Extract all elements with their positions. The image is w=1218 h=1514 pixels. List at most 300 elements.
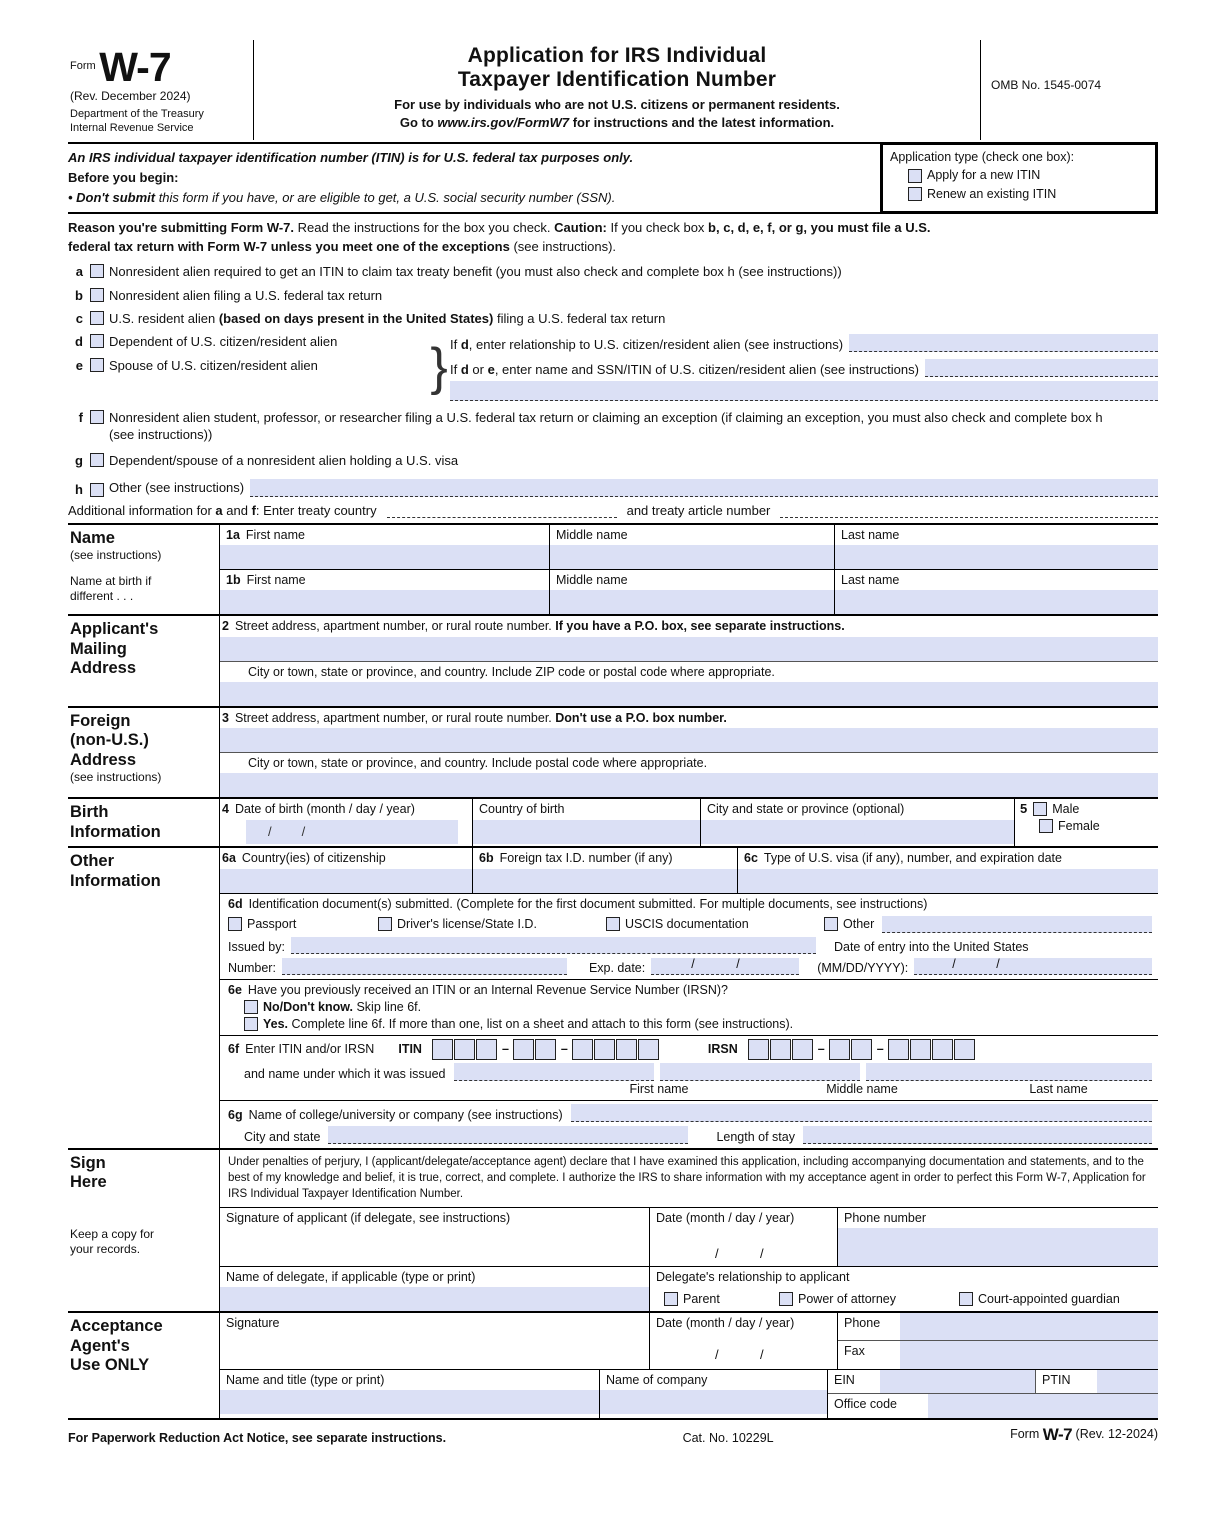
- sign-date-slash-2: /: [760, 1245, 764, 1261]
- input-3-city[interactable]: [220, 773, 1158, 797]
- cell-1a-last: [835, 525, 1158, 569]
- checkbox-drivers-license[interactable]: [378, 917, 392, 931]
- input-exp-date[interactable]: [651, 958, 799, 975]
- checkbox-renew-existing-itin[interactable]: [908, 187, 922, 201]
- agent-label-l1: Acceptance: [70, 1317, 163, 1336]
- label-gender-male: Male: [1052, 801, 1080, 816]
- label-3-city: City or town, state or province, and country. Include postal code where appropriate.: [248, 756, 708, 771]
- label-6c: Type of U.S. visa (if any), number, and expiration date: [763, 851, 1062, 866]
- reason-letter-f: f: [78, 410, 83, 426]
- checkbox-reason-c[interactable]: [90, 311, 104, 325]
- reason-text-b: Nonresident alien filing a U.S. federal tax return: [109, 287, 383, 303]
- ns-b1: d: [460, 362, 469, 378]
- line-6a-number: 6a: [222, 851, 236, 866]
- cell-agent-phone-fax: [838, 1313, 1158, 1369]
- reason-letter-h: h: [75, 481, 83, 497]
- input-1b-middle[interactable]: [550, 590, 834, 614]
- input-doc-number[interactable]: [282, 958, 567, 975]
- label-6d: Identification document(s) submitted. (Complete for the first document submitted. For multiple documents, see instructions): [248, 896, 928, 911]
- input-6f-middle-name[interactable]: [660, 1063, 860, 1081]
- itin-box-1[interactable]: [432, 1039, 453, 1060]
- application-type-box: [880, 142, 1158, 214]
- rel-post: , enter relationship to U.S. citizen/resident alien (see instructions): [468, 337, 844, 353]
- input-agent-ptin[interactable]: [1097, 1370, 1158, 1393]
- section-sign-label: [68, 1150, 220, 1311]
- form-identity-block: [68, 40, 254, 140]
- caution-line2-bold: federal tax return with Form W-7 unless you meet one of the exceptions: [68, 238, 510, 254]
- cell-agent-date: [650, 1313, 838, 1369]
- apply-new-itin-label: Apply for a new ITIN: [927, 168, 1041, 183]
- checkbox-power-attorney[interactable]: [779, 1292, 793, 1306]
- relationship-input[interactable]: [849, 334, 1158, 352]
- label-6g: Name of college/university or company (see instructions): [248, 1107, 563, 1122]
- cell-6b: [473, 848, 738, 892]
- reason-row-b[interactable]: [68, 288, 1158, 305]
- cell-phone-number: [838, 1208, 1158, 1266]
- input-agent-signature[interactable]: [220, 1333, 649, 1367]
- birth-label-l1: Birth: [70, 803, 109, 822]
- dont-submit-bullet: [68, 188, 872, 208]
- label-phone-number: Phone number: [844, 1210, 927, 1225]
- label-4-country: Country of birth: [479, 802, 565, 817]
- form-title-line1: Application for IRS Individual: [467, 44, 767, 67]
- label-agent-signature: Signature: [226, 1316, 280, 1331]
- section-other-information: [68, 848, 1158, 1149]
- name-birth-label-l2: different . . .: [70, 589, 134, 604]
- input-6g-city-state[interactable]: [328, 1126, 688, 1144]
- treaty-country-input[interactable]: [387, 501, 617, 518]
- form-subtitle-line1: For use by individuals who are not U.S. citizens or permanent residents.: [394, 97, 840, 113]
- input-6f-last-name[interactable]: [866, 1063, 1152, 1081]
- form-footer: [68, 1420, 1158, 1445]
- dont-submit-bold: • Don't submit: [68, 189, 156, 205]
- reason-row-g[interactable]: [68, 453, 1158, 470]
- input-3-street[interactable]: [220, 728, 1158, 752]
- ns-pre: If: [450, 362, 461, 378]
- checkbox-reason-g[interactable]: [90, 453, 104, 467]
- sublabel-6f-middle: Middle name: [826, 1081, 898, 1096]
- option-parent[interactable]: [664, 1292, 779, 1306]
- input-agent-phone[interactable]: [900, 1313, 1158, 1340]
- irsn-box-2[interactable]: [770, 1039, 791, 1060]
- checkbox-reason-d[interactable]: [90, 334, 104, 348]
- name-label-title: Name: [70, 528, 115, 547]
- reason-row-c[interactable]: [68, 311, 1158, 328]
- cell-agent-name-title: [220, 1370, 600, 1418]
- row-6e: [220, 979, 1158, 1035]
- name-ssn-input-1[interactable]: [925, 359, 1158, 377]
- reason-c-post: filing a U.S. federal tax return: [493, 311, 666, 327]
- checkbox-reason-e[interactable]: [90, 358, 104, 372]
- exp-slash-2: /: [736, 956, 740, 971]
- cell-agent-ein-ptin: [828, 1370, 1158, 1418]
- label-delegate-name: Name of delegate, if applicable (type or print): [226, 1269, 476, 1284]
- cell-signature-applicant: [220, 1208, 650, 1266]
- form-subtitle-line2: [260, 114, 974, 132]
- checkbox-parent[interactable]: [664, 1292, 678, 1306]
- checkbox-gender-female[interactable]: [1039, 819, 1053, 833]
- input-agent-company[interactable]: [600, 1390, 827, 1414]
- cell-1b-middle: [550, 570, 835, 614]
- keep-copy-l1: Keep a copy for: [70, 1226, 155, 1241]
- paperwork-notice: For Paperwork Reduction Act Notice, see separate instructions.: [68, 1431, 447, 1446]
- irsn-box-1[interactable]: [748, 1039, 769, 1060]
- line-3-number: 3: [222, 710, 229, 725]
- label-irsn: IRSN: [707, 1042, 738, 1057]
- label-2-city: City or town, state or province, and country. Include ZIP code or postal code where appropriate.: [248, 664, 775, 679]
- label-6g-length-stay: Length of stay: [716, 1129, 795, 1144]
- birth-label-l2: Information: [70, 822, 161, 841]
- omb-number: OMB No. 1545-0074: [991, 78, 1102, 92]
- label-1b-first: First name: [246, 573, 306, 588]
- section-other-label: [68, 848, 220, 1147]
- label-6f: Enter ITIN and/or IRSN: [245, 1042, 375, 1057]
- section-foreign-label: [68, 708, 220, 798]
- checkbox-uscis[interactable]: [606, 917, 620, 931]
- itin-box-9[interactable]: [638, 1039, 659, 1060]
- input-6g-length-stay[interactable]: [803, 1126, 1152, 1144]
- checkbox-reason-f[interactable]: [90, 410, 104, 424]
- itin-boxes[interactable]: [432, 1039, 660, 1060]
- reason-de-left: [68, 334, 428, 401]
- application-type-heading: Application type (check one box):: [890, 149, 1075, 164]
- add-post: : Enter treaty country: [255, 502, 377, 518]
- application-type-option-new[interactable]: [890, 166, 1148, 185]
- caution-text: If you check box: [606, 219, 709, 235]
- mailing-label-l3: Address: [70, 659, 137, 678]
- input-6a[interactable]: [220, 869, 472, 893]
- section-mailing-label: [68, 616, 220, 706]
- itin-dash-2: –: [560, 1042, 568, 1057]
- label-3-street-pre: Street address, apartment number, or rural route number.: [234, 710, 556, 725]
- label-agent-ein: EIN: [834, 1373, 855, 1388]
- input-1a-middle[interactable]: [550, 545, 834, 569]
- section-sign-here: [68, 1150, 1158, 1313]
- foreign-label-l2: (non-U.S.): [70, 731, 149, 750]
- reason-text-f: Nonresident alien student, professor, or researcher filing a U.S. federal tax return or claiming an exception (if claiming an exception, you must also check and complete box h (see instructions)): [109, 410, 1103, 443]
- reason-text-g: Dependent/spouse of a nonresident alien holding a U.S. visa: [109, 453, 459, 469]
- footer-form-id: [1010, 1425, 1158, 1445]
- section-mailing-address: [68, 616, 1158, 708]
- relationship-label: [450, 337, 843, 352]
- label-3-street-bold: Don't use a P.O. box number.: [555, 710, 727, 725]
- section-agent-body: [220, 1313, 1158, 1418]
- checkbox-reason-b[interactable]: [90, 288, 104, 302]
- name-ssn-input-2[interactable]: [450, 381, 1158, 401]
- input-signature-applicant[interactable]: [220, 1228, 649, 1266]
- ns-b2: e: [487, 362, 495, 378]
- irsn-boxes[interactable]: [748, 1039, 976, 1060]
- line-6e-number: 6e: [228, 982, 242, 997]
- cell-4-dob: [220, 799, 473, 846]
- input-6b[interactable]: [473, 869, 737, 893]
- section-agent-label: [68, 1313, 220, 1418]
- input-phone-number[interactable]: [838, 1228, 1158, 1266]
- label-entry-date-line2: (MM/DD/YYYY):: [817, 960, 909, 975]
- itin-box-7[interactable]: [594, 1039, 615, 1060]
- input-agent-name-title[interactable]: [220, 1390, 599, 1414]
- label-1b-last: Last name: [841, 573, 900, 588]
- cell-1b-first: [220, 570, 550, 614]
- reason-row-f[interactable]: [68, 410, 1158, 444]
- reason-row-h[interactable]: [68, 479, 1158, 497]
- reason-letter-d: d: [75, 334, 83, 350]
- input-4-country[interactable]: [473, 820, 700, 844]
- catalog-number: Cat. No. 10229L: [682, 1431, 774, 1446]
- agent-date-slash-1: /: [715, 1347, 719, 1363]
- input-1b-first[interactable]: [220, 590, 549, 614]
- footer-revision: (Rev. 12-2024): [1075, 1427, 1158, 1442]
- irsn-box-4[interactable]: [829, 1039, 850, 1060]
- input-agent-ein[interactable]: [880, 1370, 1035, 1393]
- add-mid: and: [222, 502, 252, 518]
- input-agent-date[interactable]: [650, 1333, 837, 1367]
- dept-irs-line: Internal Revenue Service: [70, 121, 194, 134]
- input-2-street[interactable]: [220, 637, 1158, 661]
- row-6g: [220, 1100, 1158, 1148]
- section-mailing-body: [220, 616, 1158, 706]
- reason-lead-text: [68, 219, 1158, 257]
- label-parent: Parent: [683, 1292, 720, 1307]
- ns-mid: or: [468, 362, 488, 378]
- input-agent-fax[interactable]: [900, 1341, 1158, 1369]
- input-entry-date[interactable]: [914, 958, 1152, 975]
- irs-website-link[interactable]: www.irs.gov/FormW7: [437, 114, 570, 130]
- reason-h-other-input[interactable]: [250, 479, 1158, 497]
- cell-1a-first: [220, 525, 550, 569]
- foreign-label-l3: Address: [70, 750, 137, 769]
- input-6c[interactable]: [738, 869, 1158, 893]
- input-issued-by[interactable]: [291, 937, 816, 954]
- name-ssn-label: [450, 362, 919, 377]
- input-delegate-name[interactable]: [220, 1287, 649, 1311]
- option-court-guardian[interactable]: [959, 1292, 1120, 1306]
- label-1b-middle: Middle name: [556, 573, 628, 588]
- document-number-line: [228, 958, 1152, 975]
- label-other-doc: Other: [843, 917, 875, 932]
- option-uscis[interactable]: [606, 917, 824, 931]
- label-6e-no-rest: Skip line 6f.: [353, 999, 422, 1014]
- checkbox-passport[interactable]: [228, 917, 242, 931]
- section-foreign-address: [68, 708, 1158, 800]
- intro-strip: [68, 144, 1158, 214]
- line-5-number: 5: [1020, 801, 1028, 817]
- label-agent-fax: Fax: [844, 1344, 865, 1359]
- input-6f-first-name[interactable]: [454, 1063, 654, 1081]
- label-agent-date: Date (month / day / year): [656, 1316, 795, 1331]
- label-issued-by: Issued by:: [228, 939, 285, 954]
- reason-de-right: [450, 334, 1158, 401]
- renew-existing-itin-label: Renew an existing ITIN: [927, 187, 1057, 201]
- caution-boxes: b, c, d, e, f, or g, you must file a U.S.: [708, 219, 931, 235]
- option-other-doc[interactable]: [824, 916, 1152, 933]
- mailing-label-l1: Applicant's: [70, 620, 159, 639]
- section-other-body: [220, 848, 1158, 1147]
- other-label-l2: Information: [70, 871, 161, 890]
- mailing-label-l2: Mailing: [70, 639, 127, 658]
- reason-c-bold: (based on days present in the United States): [218, 311, 494, 327]
- sign-label-l2: Here: [70, 1173, 107, 1192]
- entry-slash-1: /: [952, 956, 956, 971]
- reason-text-d: Dependent of U.S. citizen/resident alien: [109, 334, 338, 350]
- irsn-box-7[interactable]: [910, 1039, 931, 1060]
- cell-4-country: [473, 799, 701, 846]
- label-6e-no-bold: No/Don't know.: [263, 999, 353, 1014]
- treaty-article-input[interactable]: [780, 501, 1158, 518]
- input-2-city[interactable]: [220, 682, 1158, 706]
- dob-slash-2: /: [301, 824, 306, 840]
- rel-b: d: [460, 337, 469, 353]
- input-1b-last[interactable]: [835, 590, 1158, 614]
- dont-submit-rest: this form if you have, or are eligible to get, a U.S. social security number (SSN).: [155, 189, 616, 205]
- issued-by-line: [228, 937, 1152, 954]
- cell-1a-middle: [550, 525, 835, 569]
- label-1a-middle: Middle name: [556, 527, 628, 542]
- section-birth-information: [68, 799, 1158, 848]
- reason-text-h: Other (see instructions): [109, 480, 245, 496]
- label-gender-female: Female: [1058, 819, 1100, 834]
- add-b1: a: [215, 502, 223, 518]
- sign-label-l1: Sign: [70, 1153, 106, 1172]
- itin-box-4[interactable]: [513, 1039, 534, 1060]
- de-brace-decoration: }: [430, 337, 448, 396]
- add-pre: Additional information for: [68, 502, 216, 518]
- reason-row-d[interactable]: [68, 334, 428, 351]
- goto-suffix: for instructions and the latest information.: [569, 114, 835, 130]
- checkbox-reason-a[interactable]: [90, 264, 104, 278]
- label-agent-ptin: PTIN: [1035, 1370, 1097, 1393]
- reason-row-a[interactable]: [68, 264, 1158, 281]
- label-drivers-license: Driver's license/State I.D.: [397, 917, 537, 932]
- caution-line2-rest: (see instructions).: [509, 238, 617, 254]
- reason-text-c: [109, 311, 665, 328]
- itin-box-5[interactable]: [535, 1039, 556, 1060]
- application-type-option-renew[interactable]: [890, 185, 1148, 204]
- label-delegate-relationship: Delegate's relationship to applicant: [656, 1269, 850, 1284]
- row-6f: [220, 1035, 1158, 1100]
- label-4-dob: Date of birth (month / day / year): [234, 802, 415, 817]
- option-6e-no[interactable]: [228, 1000, 1152, 1014]
- irsn-dash-2: –: [876, 1042, 884, 1057]
- label-6g-city-state: City and state: [244, 1129, 321, 1144]
- option-drivers-license[interactable]: [378, 917, 606, 931]
- section-name: [68, 525, 1158, 617]
- treaty-article-label: and treaty article number: [626, 502, 771, 518]
- input-4-dob[interactable]: [246, 820, 458, 844]
- sublabel-6f-first: First name: [629, 1081, 689, 1096]
- label-6e-yes-bold: Yes.: [263, 1016, 289, 1031]
- irsn-box-6[interactable]: [888, 1039, 909, 1060]
- input-4-city-state[interactable]: [701, 820, 1014, 844]
- reason-c-pre: U.S. resident alien: [109, 311, 219, 327]
- itin-purpose-text: An IRS individual taxpayer identification number (ITIN) is for U.S. federal tax purposes only.: [68, 149, 634, 165]
- label-2-street-bold: If you have a P.O. box, see separate instructions.: [555, 619, 845, 634]
- irsn-box-3[interactable]: [792, 1039, 813, 1060]
- reason-text-e: Spouse of U.S. citizen/resident alien: [109, 358, 318, 374]
- omb-number-block: [980, 40, 1158, 140]
- checkbox-6e-no[interactable]: [244, 1000, 258, 1014]
- label-passport: Passport: [247, 917, 297, 932]
- dept-treasury-line: Department of the Treasury: [70, 108, 204, 120]
- checkbox-court-guardian[interactable]: [959, 1292, 973, 1306]
- caution-label: Caution:: [554, 219, 607, 235]
- cell-agent-company: [600, 1370, 828, 1418]
- label-agent-name-title: Name and title (type or print): [226, 1373, 385, 1388]
- option-power-attorney[interactable]: [779, 1292, 959, 1306]
- reason-instr: Read the instructions for the box you check.: [294, 219, 555, 235]
- irsn-box-9[interactable]: [954, 1039, 975, 1060]
- section-acceptance-agent: [68, 1313, 1158, 1420]
- input-1a-first[interactable]: [220, 545, 549, 569]
- section-birth-label: [68, 799, 220, 846]
- irsn-box-5[interactable]: [851, 1039, 872, 1060]
- label-1a-first: First name: [245, 527, 305, 542]
- section-foreign-body: [220, 708, 1158, 798]
- form-number-title: W-7: [99, 44, 171, 90]
- itin-box-2[interactable]: [454, 1039, 475, 1060]
- line-6d-number: 6d: [228, 896, 243, 911]
- agent-date-slash-2: /: [760, 1347, 764, 1363]
- before-you-begin-label: Before you begin:: [68, 169, 179, 185]
- agent-label-l2: Agent's: [70, 1336, 130, 1355]
- form-header: [68, 40, 1158, 144]
- input-6g-institution[interactable]: [571, 1104, 1152, 1122]
- label-court-guardian: Court-appointed guardian: [978, 1292, 1120, 1307]
- itin-box-6[interactable]: [572, 1039, 593, 1060]
- reason-letter-e: e: [75, 358, 83, 374]
- option-passport[interactable]: [228, 917, 378, 931]
- cell-delegate-relationship: [650, 1267, 1158, 1311]
- checkbox-other-doc[interactable]: [824, 917, 838, 931]
- foreign-label-l1: Foreign: [70, 711, 131, 730]
- checkbox-gender-male[interactable]: [1033, 802, 1047, 816]
- reason-de-block: [68, 334, 1158, 401]
- irsn-box-8[interactable]: [932, 1039, 953, 1060]
- reason-heading: Reason you're submitting Form W-7.: [68, 219, 295, 235]
- itin-dash-1: –: [501, 1042, 509, 1057]
- keep-copy-l2: your records.: [70, 1241, 141, 1256]
- section-birth-body: [220, 799, 1158, 846]
- checkbox-reason-h[interactable]: [90, 483, 104, 497]
- label-6e-question: Have you previously received an ITIN or an Internal Revenue Service Number (IRSN)?: [247, 982, 728, 997]
- dob-slash-1: /: [268, 824, 272, 840]
- additional-label: [68, 503, 377, 518]
- checkbox-apply-new-itin[interactable]: [908, 169, 922, 183]
- label-power-attorney: Power of attorney: [798, 1292, 896, 1307]
- before-you-begin-block: [68, 144, 880, 212]
- itin-box-3[interactable]: [476, 1039, 497, 1060]
- reason-letter-b: b: [75, 287, 83, 303]
- input-sign-date[interactable]: [650, 1228, 837, 1266]
- label-uscis: USCIS documentation: [625, 917, 749, 932]
- itin-box-8[interactable]: [616, 1039, 637, 1060]
- line-6f-number: 6f: [228, 1042, 240, 1057]
- reason-letter-a: a: [75, 263, 83, 279]
- cell-delegate-name: [220, 1267, 650, 1311]
- option-6e-yes[interactable]: [228, 1017, 1152, 1031]
- label-agent-phone: Phone: [844, 1316, 881, 1331]
- cell-agent-signature: [220, 1313, 650, 1369]
- reason-row-e[interactable]: [68, 358, 428, 375]
- input-other-doc[interactable]: [882, 916, 1152, 933]
- cell-6c: [738, 848, 1158, 892]
- input-agent-office-code[interactable]: [928, 1394, 1158, 1418]
- cell-1b-last: [835, 570, 1158, 614]
- cell-5-gender: [1015, 799, 1158, 846]
- checkbox-6e-yes[interactable]: [244, 1017, 258, 1031]
- input-1a-last[interactable]: [835, 545, 1158, 569]
- other-label-l1: Other: [70, 852, 115, 871]
